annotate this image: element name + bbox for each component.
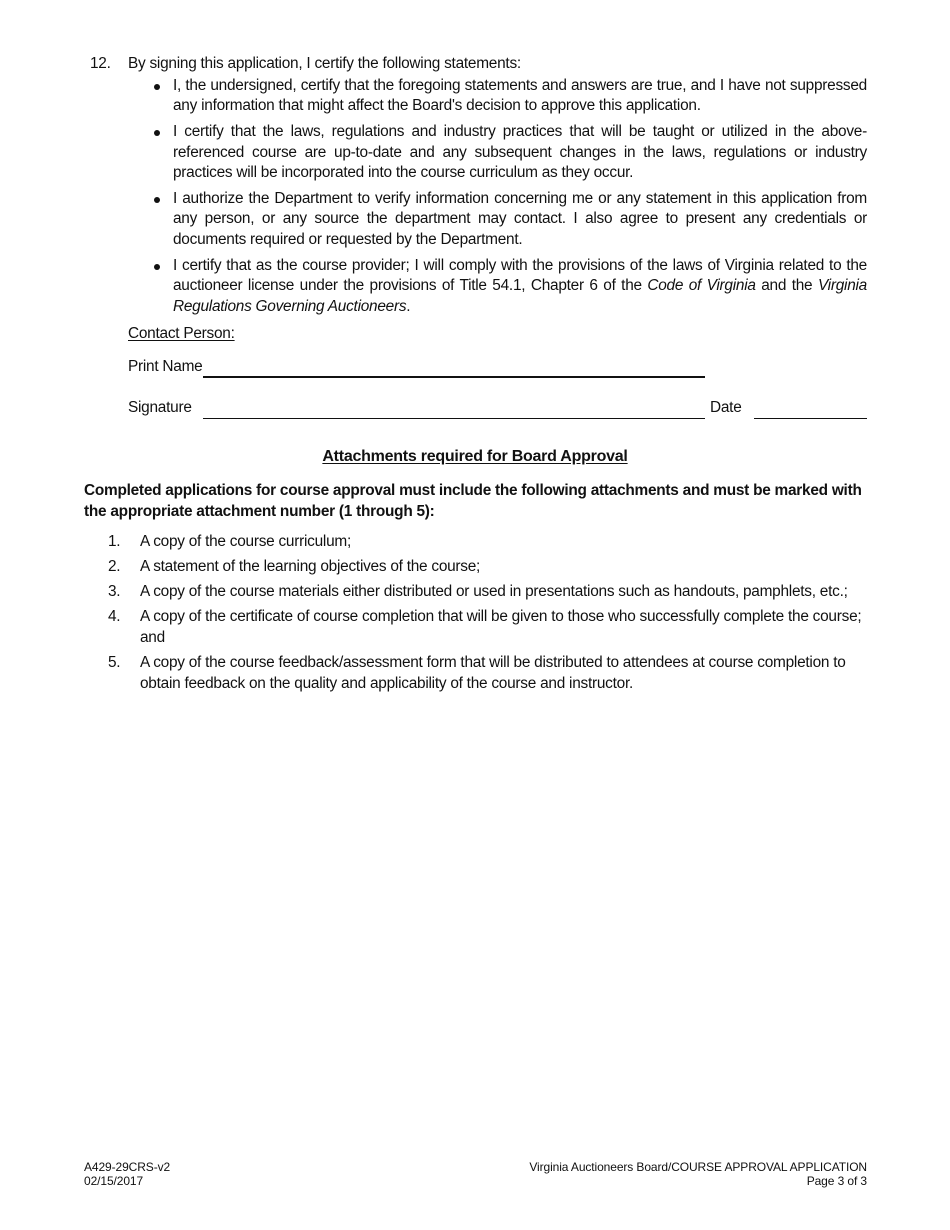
bullet-icon bbox=[154, 130, 160, 136]
certification-statement bbox=[173, 256, 867, 317]
statement-text-middle: and the bbox=[755, 277, 818, 295]
statement-text: I, the undersigned, certify that the foregoing statements and answers are true, and I have not suppressed any information that might affect the Board's decision to approve this application. bbox=[173, 77, 867, 115]
regulations-citation: Virginia Regulations Governing Auctioneers bbox=[173, 277, 867, 315]
attachments-intro: Completed applications for course approval must include the following attachments and must be marked with the appropriate attachment number (1 through 5): bbox=[84, 482, 862, 520]
attachment-number: 3. bbox=[108, 583, 121, 600]
attachment-item bbox=[84, 581, 867, 602]
certification-statement bbox=[173, 122, 867, 183]
attachment-number: 1. bbox=[108, 533, 121, 550]
item-number: 12. bbox=[90, 55, 111, 72]
attachment-item bbox=[84, 652, 867, 694]
statement-text-end: . bbox=[406, 297, 411, 315]
statement-text: I certify that the laws, regulations and industry practices that will be taught or utilized in the above-referenced course are up-to-date and any subsequent changes in the laws, regulations or industry practices will be incorporated into the course curriculum as they occur. bbox=[173, 123, 867, 182]
signature-label: Signature bbox=[128, 399, 192, 416]
attachment-number: 2. bbox=[108, 558, 121, 575]
attachment-item bbox=[84, 606, 867, 648]
date-label: Date bbox=[710, 399, 742, 416]
attachments-list bbox=[84, 531, 867, 698]
print-name-field[interactable] bbox=[203, 376, 705, 378]
form-date: 02/15/2017 bbox=[84, 1174, 144, 1188]
print-name-label: Print Name bbox=[128, 358, 203, 375]
code-of-virginia-citation: Code of Virginia bbox=[647, 277, 756, 295]
certification-intro: By signing this application, I certify the following statements: bbox=[128, 55, 521, 72]
form-id: A429-29CRS-v2 bbox=[84, 1160, 171, 1174]
attachment-item bbox=[84, 531, 867, 552]
contact-person-heading: Contact Person: bbox=[128, 325, 235, 342]
certification-statement bbox=[173, 189, 867, 250]
footer-form-info bbox=[84, 1160, 170, 1188]
attachment-item bbox=[84, 556, 867, 577]
attachment-text: A copy of the course feedback/assessment form that will be distributed to attendees at course completion to obtain feedback on the quality and applicability of the course and instructor. bbox=[140, 654, 846, 692]
statement-text: I authorize the Department to verify information concerning me or any statement in this application from any person, or any source the department may contact. I also agree to present any credentials or documents required or requested by the Department. bbox=[173, 190, 867, 248]
footer-page-info bbox=[529, 1160, 867, 1188]
bullet-icon bbox=[154, 84, 160, 90]
bullet-icon bbox=[154, 264, 160, 270]
attachment-text: A copy of the certificate of course completion that will be given to those who successfully complete the course; and bbox=[140, 608, 862, 646]
date-field[interactable] bbox=[754, 418, 867, 419]
certification-list bbox=[173, 76, 867, 322]
attachment-text: A statement of the learning objectives of the course; bbox=[140, 558, 481, 575]
page-number: Page 3 of 3 bbox=[806, 1174, 867, 1188]
signature-field[interactable] bbox=[203, 418, 705, 419]
attachment-number: 5. bbox=[108, 654, 121, 671]
certification-statement bbox=[173, 76, 867, 117]
statement-text: I certify that as the course provider; I will comply with the provisions of the laws of Virginia related to the auctioneer license under the provisions of Title 54.1, Chapter 6 of the bbox=[173, 256, 867, 295]
attachment-text: A copy of the course curriculum; bbox=[140, 533, 351, 550]
attachments-heading: Attachments required for Board Approval bbox=[322, 448, 628, 465]
form-title: Virginia Auctioneers Board/COURSE APPROVAL APPLICATION bbox=[529, 1160, 867, 1174]
attachment-text: A copy of the course materials either distributed or used in presentations such as handouts, pamphlets, etc.; bbox=[140, 583, 848, 600]
bullet-icon bbox=[154, 197, 160, 203]
attachment-number: 4. bbox=[108, 608, 121, 625]
